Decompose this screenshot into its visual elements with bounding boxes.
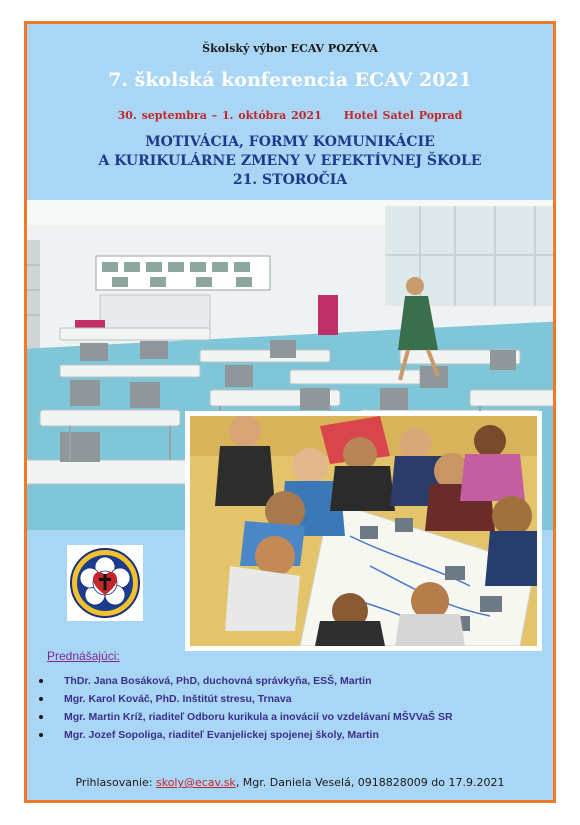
children-workshop-photo <box>185 411 542 651</box>
luther-rose-logo <box>67 545 143 621</box>
presenter-name: ThDr. Jana Bosáková, PhD, duchovná správkyňa, ESŠ, Martin <box>64 675 372 687</box>
organizer-line: Školský výbor ECAV POZÝVA <box>202 42 378 55</box>
date-venue-line <box>27 109 553 122</box>
list-item <box>27 708 553 726</box>
registration-prefix: Prihlasovanie: <box>75 776 156 789</box>
list-item <box>27 726 553 744</box>
presenter-name: Mgr. Jozef Sopoliga, riaditeľ Evanjelickej spojenej školy, Martin <box>64 729 379 741</box>
list-item <box>27 690 553 708</box>
presenter-name: Mgr. Martin Kríž, riaditeľ Odboru kurikula a inovácií vo vzdelávaní MŠVVaŠ SR <box>64 711 453 723</box>
theme-line-1: MOTIVÁCIA, FORMY KOMUNIKÁCIE <box>145 134 435 150</box>
conference-dates: 30. septembra – 1. októbra 2021 <box>117 109 322 122</box>
presenter-name: Mgr. Karol Kováč, PhD. Inštitút stresu, Trnava <box>64 693 292 705</box>
registration-contact: , Mgr. Daniela Veselá, 0918828009 do 17.9.2021 <box>235 776 505 789</box>
bullet-icon <box>39 733 43 737</box>
registration-email-link[interactable]: skoly@ecav.sk <box>155 776 236 789</box>
conference-title: 7. školská konferencia ECAV 2021 <box>108 69 472 91</box>
theme-line-3: 21. STOROČIA <box>232 172 348 188</box>
list-item <box>27 672 553 690</box>
conference-venue: Hotel Satel Poprad <box>343 109 463 122</box>
bullet-icon <box>39 715 43 719</box>
poster-frame <box>24 21 556 803</box>
presenters-label: Prednášajúci: <box>47 649 120 663</box>
bullet-icon <box>39 679 43 683</box>
conference-theme <box>27 133 553 190</box>
bullet-icon <box>39 697 43 701</box>
registration-line <box>27 776 553 789</box>
presenters-list <box>27 672 553 744</box>
theme-line-2: A KURIKULÁRNE ZMENY V EFEKTÍVNEJ ŠKOLE <box>98 153 482 169</box>
